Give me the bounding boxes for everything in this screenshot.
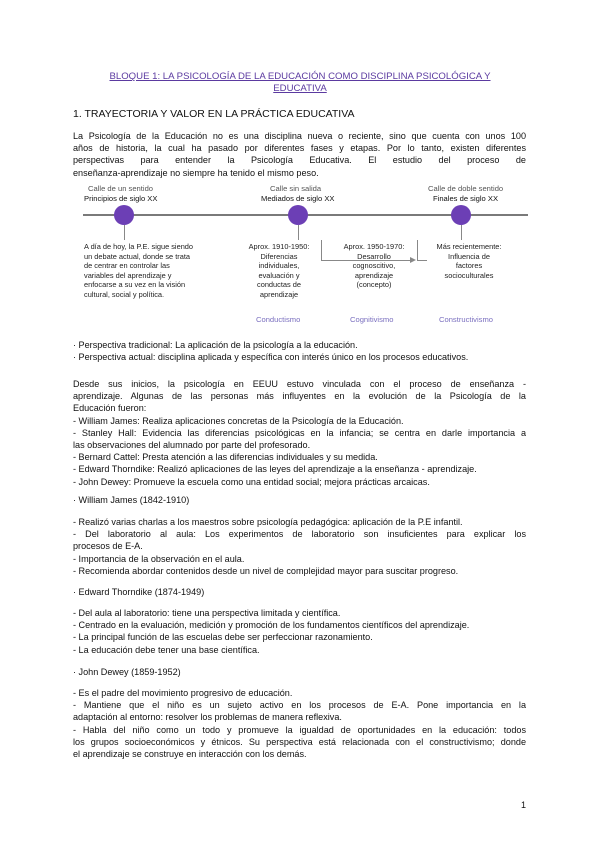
text-line: Desde sus inicios, la psicología en EEUU estuvo vinculada con el proceso de enseñanza - (73, 379, 526, 389)
text-line: los grupos socioeconómicos y étnicos. Su perspectiva está relacionada con el constructivismo; donde (73, 736, 526, 747)
document-title[interactable] (88, 71, 512, 95)
text-line: procesos de E-A. (73, 541, 143, 552)
eeuu-paragraph (73, 378, 526, 488)
dewey-list (73, 687, 526, 760)
text-line: enseñanza-aprendizaje no siempre ha tenido el mismo peso. (73, 167, 319, 178)
connector (417, 240, 418, 260)
thorndike-list (73, 607, 526, 656)
connector (321, 240, 322, 260)
cognitivismo-box: Aprox. 1950-1970: Desarrollo cognoscitivo, aprendizaje (concepto) (343, 242, 405, 290)
list-item: - John Dewey: Promueve la escuela como una entidad social; mejora prácticas arcaicas. (73, 476, 430, 487)
perspectives-list (73, 339, 526, 363)
list-item: - Mantiene que el niño es un sujeto activo en los procesos de E-A. Pone importancia en la (73, 700, 526, 711)
road-label: Calle de un sentido (88, 184, 154, 193)
stage-date: Mediados de siglo XX (261, 194, 335, 203)
subsection-heading: · John Dewey (1859-1952) (73, 667, 181, 677)
timeline-point (114, 205, 134, 225)
text-line: Educación fueron: (73, 403, 147, 414)
list-item: - Importancia de la observación en el aula. (73, 553, 245, 564)
text-line: perspectivas para entender la Psicología Educativa. El estudio del proceso de (73, 155, 526, 166)
road-label: Calle de doble sentido (428, 184, 504, 193)
text-line: las observaciones del alumnado por parte del profesorado. (73, 440, 311, 451)
title-line: BLOQUE 1: LA PSICOLOGÍA DE LA EDUCACIÓN COMO DISCIPLINA PSICOLÓGICA Y (109, 71, 491, 82)
list-item: - Es el padre del movimiento progresivo de educación. (73, 688, 293, 698)
james-list (73, 516, 526, 577)
timeline-point (288, 205, 308, 225)
list-item: - Realizó varias charlas a los maestros sobre psicología pedagógica: aplicación de la P.E infantil. (73, 517, 463, 527)
list-item: · Perspectiva tradicional: La aplicación de la psicología a la educación. (73, 340, 358, 350)
theory-label: Conductismo (256, 315, 301, 324)
text-line: el aprendizaje se construye en interacción con los demás. (73, 749, 307, 760)
list-item: · Perspectiva actual: disciplina aplicada y específica con interés único en los procesos educativos. (73, 352, 469, 363)
subsection-heading: · Edward Thorndike (1874-1949) (73, 587, 205, 597)
today-box: A día de hoy, la P.E. sigue siendo un debate actual, donde se trata de centrar en controlar las variables del aprendizaje y enfocarse a su vez en la visión cultural, social y política. (84, 242, 194, 299)
page-number: 1 (521, 800, 527, 810)
list-item: - Centrado en la evaluación, medición y promoción de los fundamentos científicos del aprendizaje. (73, 620, 470, 631)
list-item: - William James: Realiza aplicaciones concretas de la Psicología de la Educación. (73, 415, 404, 426)
list-item: - Stanley Hall: Evidencia las diferencias psicológicas en la infancia; se centra en darle importancia a (73, 427, 526, 438)
connector (461, 225, 462, 240)
title-line: EDUCATIVA (273, 83, 327, 94)
list-item: - Recomienda abordar contenidos desde un nivel de complejidad mayor para suscitar progreso. (73, 565, 459, 576)
text-line: años de historia, la cual ha pasado por diferentes fases y etapas. Por lo tanto, existen diferentes (73, 143, 526, 154)
theory-label: Cognitivismo (350, 315, 394, 324)
stage-date: Principios de siglo XX (84, 194, 158, 203)
road-label: Calle sin salida (270, 184, 322, 193)
stage-date: Finales de siglo XX (433, 194, 499, 203)
text-line: La Psicología de la Educación no es una disciplina nueva o reciente, sino que cuenta con unos 100 (73, 131, 526, 141)
conductismo-box: Aprox. 1910-1950: Diferencias individuales, evaluación y conductas de aprendizaje (248, 242, 310, 299)
connector (298, 225, 299, 240)
list-item: - Del laboratorio al aula: Los experimentos de laboratorio son insuficientes para explicar los (73, 529, 526, 540)
timeline-point (451, 205, 471, 225)
list-item: - Habla del niño como un todo y promueve la igualdad de oportunidades en la educación: todos (73, 724, 526, 735)
text-line: aprendizaje. Algunas de las personas más influyentes en la evolución de la Psicología de la (73, 391, 526, 402)
connector (124, 225, 125, 240)
subsection-heading: · William James (1842-1910) (73, 495, 190, 505)
intro-paragraph (73, 130, 526, 179)
theory-label: Constructivismo (439, 315, 494, 324)
text-line: adaptación al entorno: resolver los problemas de manera reflexiva. (73, 712, 342, 723)
list-item: - Del aula al laboratorio: tiene una perspectiva limitada y científica. (73, 608, 341, 618)
list-item: - La principal función de las escuelas debe ser perfeccionar razonamiento. (73, 632, 373, 643)
list-item: - La educación debe tener una base científica. (73, 644, 260, 655)
list-item: - Bernard Cattel: Presta atención a las diferencias individuales y su medida. (73, 452, 378, 463)
constructivismo-box: Más recientemente: Influencia de factores socioculturales (436, 242, 502, 280)
section-heading: 1. TRAYECTORIA Y VALOR EN LA PRÁCTICA EDUCATIVA (73, 108, 355, 120)
list-item: - Edward Thorndike: Realizó aplicaciones de las leyes del aprendizaje a la enseñanza - aprendizaje. (73, 464, 477, 475)
connector (417, 260, 427, 261)
